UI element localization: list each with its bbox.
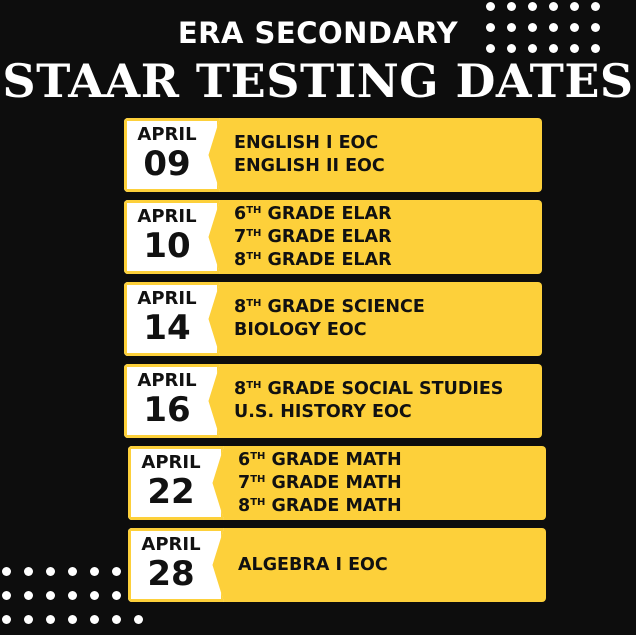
test-list <box>234 118 534 192</box>
test-item: 6TH GRADE MATH <box>238 449 402 470</box>
date-day: 09 <box>143 144 191 184</box>
test-item: 8TH GRADE SOCIAL STUDIES <box>234 379 504 399</box>
test-item: 6TH GRADE ELAR <box>234 203 392 224</box>
test-list <box>238 528 538 602</box>
test-list <box>238 446 538 520</box>
page-title: STAAR TESTING DATES <box>2 54 634 108</box>
test-list <box>234 282 534 356</box>
decorative-dots-bottom-left <box>2 567 143 624</box>
test-list <box>234 364 534 438</box>
date-month: APRIL <box>141 534 201 555</box>
date-row <box>124 364 542 438</box>
date-row <box>124 282 542 356</box>
date-row <box>128 528 546 602</box>
date-row <box>128 446 546 520</box>
date-row <box>124 200 542 274</box>
test-item: BIOLOGY EOC <box>234 320 367 340</box>
test-item: 7TH GRADE MATH <box>238 472 402 493</box>
school-name: ERA SECONDARY <box>177 16 459 50</box>
date-month: APRIL <box>137 206 197 227</box>
test-list <box>234 200 534 274</box>
date-month: APRIL <box>137 124 197 145</box>
date-month: APRIL <box>137 370 197 391</box>
date-month: APRIL <box>141 452 201 473</box>
test-item: ALGEBRA I EOC <box>238 554 388 575</box>
date-month: APRIL <box>137 288 197 309</box>
test-item: 7TH GRADE ELAR <box>234 226 392 247</box>
date-row <box>124 118 542 192</box>
test-item: 8TH GRADE MATH <box>238 495 402 516</box>
test-item: 8TH GRADE ELAR <box>234 249 392 270</box>
date-day: 16 <box>143 390 191 430</box>
date-day: 10 <box>143 226 191 266</box>
date-day: 22 <box>147 472 195 512</box>
test-item: 8TH GRADE SCIENCE <box>234 297 425 317</box>
test-item: U.S. HISTORY EOC <box>234 402 412 422</box>
date-day: 28 <box>147 554 195 594</box>
test-item: ENGLISH I EOC <box>234 133 379 153</box>
test-item: ENGLISH II EOC <box>234 156 385 176</box>
date-day: 14 <box>143 308 191 348</box>
